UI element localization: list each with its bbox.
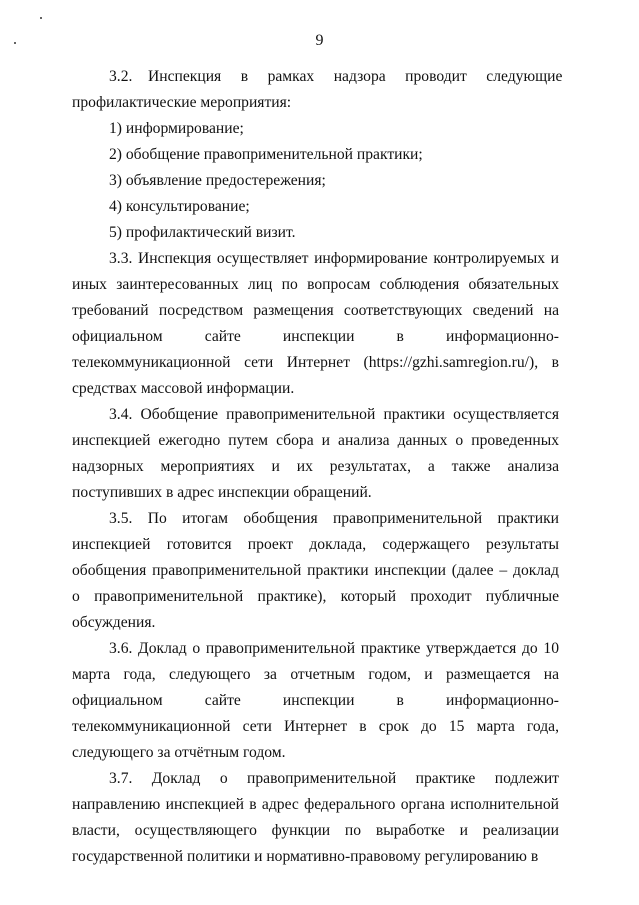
list-item: 3) объявление предостережения; bbox=[109, 172, 326, 189]
paragraph-3-2: 3.2. Инспекция в рамках надзора проводит следующие профилактические мероприятия: bbox=[72, 68, 563, 111]
list-item: 5) профилактический визит. bbox=[109, 224, 296, 241]
paragraph-3-5: 3.5. По итогам обобщения правоприменительной практики инспекцией готовится проект доклада, содержащего результаты обобщения правоприменительной практики инспекции (далее – доклад о правоприменительной практике), который проходит публичные обсуждения. bbox=[72, 510, 559, 631]
paragraph-3-3: 3.3. Инспекция осуществляет информирование контролируемых и иных заинтересованных лиц по вопросам соблюдения обязательных требований посредством размещения соответствующих сведений на официальном сайте инспекции в информационно-телекоммуникационной сети Интернет (https://gzhi.samregion.ru/), в средствах массовой информации. bbox=[72, 250, 559, 397]
document-body bbox=[72, 64, 563, 870]
paragraph-3-7: 3.7. Доклад о правоприменительной практике подлежит направлению инспекцией в адрес федерального органа исполнительной власти, осуществляющего функции по выработке и реализации государственной политики и нормативно-правовому регулированию в bbox=[72, 770, 559, 865]
list-item: 4) консультирование; bbox=[109, 198, 250, 215]
paragraph-3-4: 3.4. Обобщение правоприменительной практики осуществляется инспекцией ежегодно путем сбора и анализа данных о проведенных надзорных мероприятиях и их результатах, а также анализа поступивших в адрес инспекции обращений. bbox=[72, 406, 559, 501]
scan-speck bbox=[40, 17, 42, 19]
list-item: 1) информирование; bbox=[109, 120, 244, 137]
page-number: 9 bbox=[315, 32, 324, 49]
paragraph-3-6: 3.6. Доклад о правоприменительной практике утверждается до 10 марта года, следующего за отчетным годом, и размещается на официальном сайте инспекции в информационно-телекоммуникационной сети Интернет в срок до 15 марта года, следующего за отчётным годом. bbox=[72, 640, 559, 761]
list-item: 2) обобщение правоприменительной практики; bbox=[109, 146, 423, 163]
